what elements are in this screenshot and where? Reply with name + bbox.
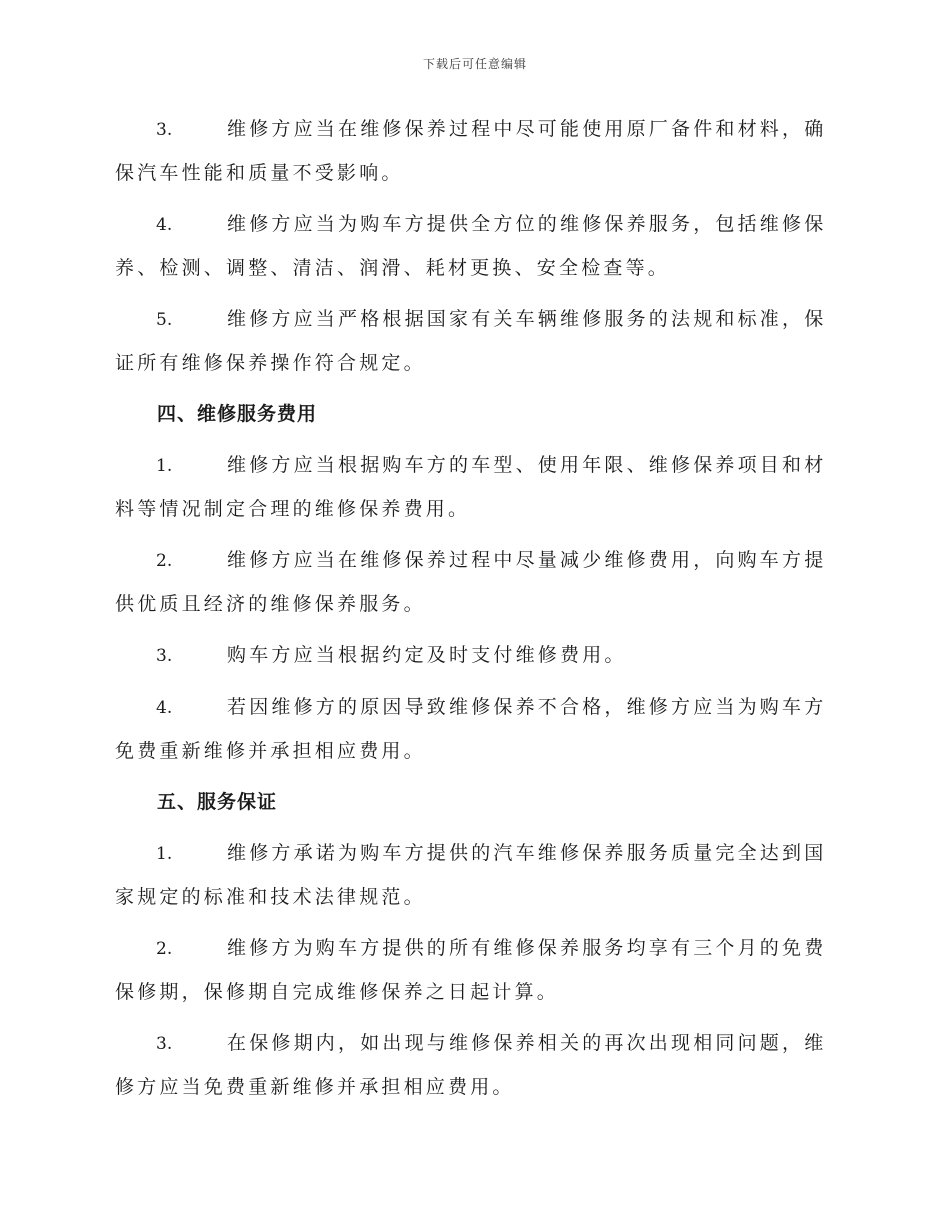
section-heading: 五、服务保证 (157, 791, 278, 813)
page-header: 下载后可任意编辑 (422, 57, 527, 71)
clause-number: 4. (156, 215, 173, 235)
clause-item (115, 444, 835, 531)
clause-number: 3. (156, 646, 173, 666)
clause-text: 在保修期内，如出现与维修保养相关的再次出现相同问题，维修方应当免费重新维修并承担相应费用。 (115, 1032, 827, 1098)
section-heading: 四、维修服务费用 (157, 403, 318, 425)
document-body (115, 108, 835, 1117)
clause-text: 维修方应当在维修保养过程中尽量减少维修费用，向购车方提供优质且经济的维修保养服务。 (115, 549, 827, 615)
clause-item (115, 298, 835, 385)
clause-text: 购车方应当根据约定及时支付维修费用。 (227, 644, 627, 666)
clause-number: 3. (156, 1034, 173, 1054)
clause-number: 4. (156, 698, 173, 718)
clause-item (115, 539, 835, 626)
clause-item (115, 203, 835, 290)
clause-number: 1. (156, 844, 173, 864)
clause-number: 5. (156, 310, 173, 330)
clause-item (115, 686, 835, 773)
clause-item (115, 832, 835, 919)
clause-number: 1. (156, 456, 173, 476)
clause-item (115, 927, 835, 1014)
clause-text: 若因维修方的原因导致维修保养不合格，维修方应当为购车方免费重新维修并承担相应费用。 (115, 696, 827, 762)
clause-item (115, 1022, 835, 1109)
clause-text: 维修方为购车方提供的所有维修保养服务均享有三个月的免费保修期，保修期自完成维修保养之日起计算。 (115, 937, 827, 1003)
clause-text: 维修方应当严格根据国家有关车辆维修服务的法规和标准，保证所有维修保养操作符合规定。 (115, 308, 827, 374)
clause-text: 维修方应当根据购车方的车型、使用年限、维修保养项目和材料等情况制定合理的维修保养费用。 (115, 454, 827, 520)
clause-number: 3. (156, 120, 173, 140)
clause-text: 维修方应当为购车方提供全方位的维修保养服务，包括维修保养、检测、调整、清洁、润滑、耗材更换、安全检查等。 (115, 213, 827, 279)
clause-number: 2. (156, 551, 173, 571)
clause-text: 维修方承诺为购车方提供的汽车维修保养服务质量完全达到国家规定的标准和技术法律规范。 (115, 842, 827, 908)
clause-item (115, 634, 835, 678)
clause-item (115, 108, 835, 195)
clause-number: 2. (156, 939, 173, 959)
clause-text: 维修方应当在维修保养过程中尽可能使用原厂备件和材料，确保汽车性能和质量不受影响。 (115, 118, 827, 184)
